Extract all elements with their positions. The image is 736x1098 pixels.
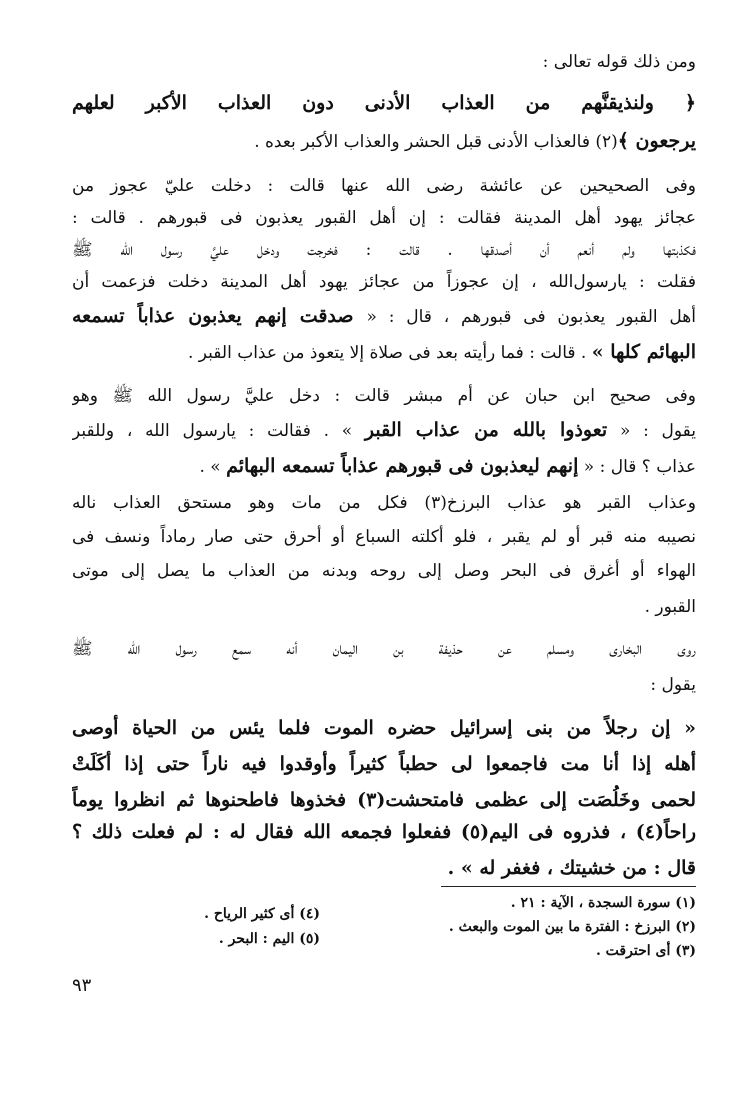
- paragraph-1-line-1: وفى الصحيحين عن عائشة رضى الله عنها قالت : دخلت عليّ عجوز من: [72, 176, 696, 196]
- footnote-4: (٤) أى كثير الرياح .: [204, 906, 320, 922]
- paragraph-1-line-3: فكذبتها ولم أنعم أن أصدقها . قالت : فخرجت ودخل عليَّ رسول الله ﷺ: [72, 240, 696, 260]
- paragraph-1-line-5: [72, 301, 696, 332]
- hadith-line-2: أهله إذا أنا مت فاجمعوا لى حطباً كثيراً وأوقدوا فيه ناراً حتى إذا أكَلَتْ: [72, 753, 696, 775]
- hadith-line-5: قال : من خشيتك ، فغفر له » .: [447, 857, 696, 879]
- quran-verse-line-1: ﴿ ولنذيقنَّهم من العذاب الأدنى دون العذاب الأكبر لعلهم: [72, 92, 696, 114]
- quote-close: » .: [199, 457, 227, 477]
- hadith-line-1: « إن رجلاً من بنى إسرائيل حضره الموت فلما يئس من الحياة أوصى: [72, 717, 696, 739]
- paragraph-3-line-3: الهواء أو أغرق فى البحر وصل إلى روحه وبدنه من العذاب ما يصل إلى موتى: [72, 561, 696, 581]
- paragraph-4-line-1: روى البخارى ومسلم عن حذيفة بن اليمان أنه سمع رسول الله ﷺ: [72, 639, 696, 659]
- narration-text-end: . قالت : فما رأيته بعد فى صلاة إلا يتعوذ من عذاب القبر .: [187, 343, 592, 363]
- paragraph-3-line-4: القبور .: [644, 597, 696, 617]
- footnote-2: (٢) البرزخ : الفترة ما بين الموت والبعث .: [448, 919, 696, 935]
- paragraph-3-line-1: وعذاب القبر هو عذاب البرزخ(٣) فكل من مات وهو مستحق العذاب ناله: [72, 493, 696, 513]
- hadith-line-3: لحمى وخَلُصَت إلى عظمى فامتحشت(٣) فخذوها فاطحنوها ثم انظروا يوماً: [72, 789, 696, 811]
- quran-commentary: (٢) فالعذاب الأدنى قبل الحشر والعذاب الأكبر بعده .: [254, 132, 618, 152]
- paragraph-1-line-6: [72, 337, 696, 368]
- hadith-quote-bold: تعوذوا بالله من عذاب القبر: [364, 419, 608, 441]
- hadith-quote-bold-end: البهائم كلها »: [591, 341, 696, 363]
- quran-verse-end: يرجعون ﴾: [617, 130, 696, 152]
- narration-text: أهل القبور يعذبون فى قبورهم ، قال : «: [366, 307, 696, 327]
- footnote-separator: [441, 886, 696, 887]
- paragraph-1-line-4: فقلت : يارسول‌الله ، إن عجوزاً من عجائز يهود أهل المدينة دخلت فزعمت أن: [72, 272, 696, 292]
- paragraph-2-line-3: [72, 451, 696, 482]
- paragraph-1-line-2: عجائز يهود أهل المدينة فقالت : إن أهل القبور يعذبون فى قبورهم . قالت :: [72, 208, 696, 228]
- footnote-1: (١) سورة السجدة ، الآية : ٢١ .: [510, 895, 696, 911]
- paragraph-3-line-2: نصيبه منه قبر أو لم يقبر ، فلو أكلته السباع أو أحرق حتى صار رماداً ونسف فى: [72, 527, 696, 547]
- narration-text: » . فقالت : يارسول الله ، وللقبر: [72, 421, 365, 441]
- quote-open: يقول : «: [607, 421, 696, 441]
- page-number: ٩٣: [72, 975, 92, 996]
- narration-text: عذاب ؟ قال : «: [578, 457, 696, 477]
- intro-line: ومن ذلك قوله تعالى :: [542, 52, 696, 72]
- quran-verse-line-2: [72, 126, 696, 157]
- footnote-3: (٣) أى احترقت .: [595, 943, 696, 959]
- hadith-line-4: راحاً(٤) ، فذروه فى اليم(٥) ففعلوا فجمعه الله فقال له : لم فعلت ذلك ؟: [72, 821, 696, 843]
- footnote-5: (٥) اليم : البحر .: [218, 931, 320, 947]
- paragraph-4-line-2: يقول :: [650, 675, 696, 695]
- hadith-quote-bold: إنهم ليعذبون فى قبورهم عذاباً تسمعه البهائم: [226, 455, 579, 477]
- paragraph-2-line-2: [72, 415, 696, 446]
- paragraph-2-line-1: وفى صحيح ابن حبان عن أم مبشر قالت : دخل عليَّ رسول الله ﷺ وهو: [72, 386, 696, 406]
- hadith-quote-bold: صدقت إنهم يعذبون عذاباً تسمعه: [72, 305, 367, 327]
